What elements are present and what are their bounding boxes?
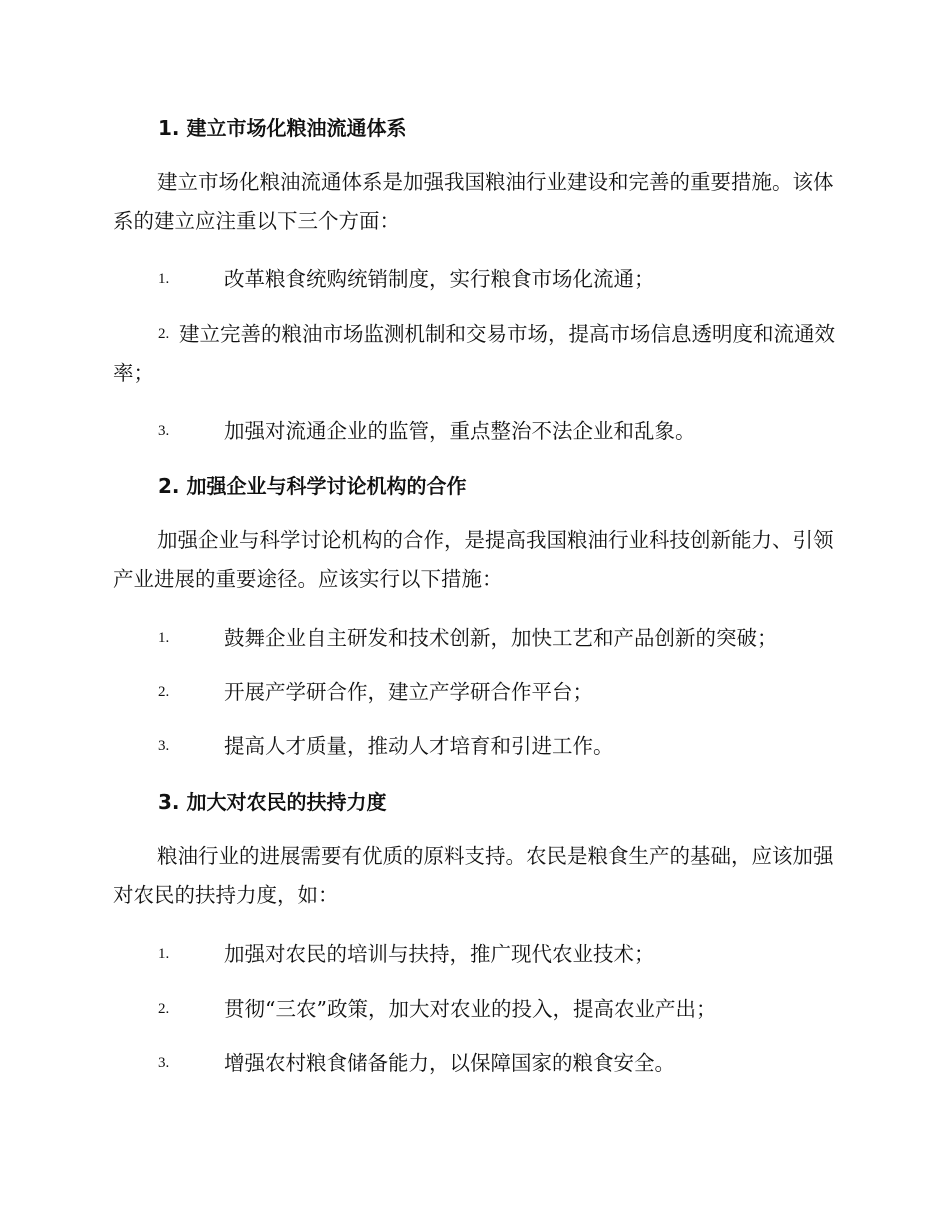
section-3-item-2 — [158, 990, 848, 1029]
list-item-text: 增强农村粮食储备能力，以保障国家的粮食安全。 — [224, 1051, 675, 1075]
list-number: 2. — [158, 684, 170, 700]
list-number: 3. — [158, 738, 170, 754]
section-1-heading: 1. 建立市场化粮油流通体系 — [158, 116, 407, 140]
section-3-item-1 — [158, 935, 848, 974]
list-item-text: 改革粮食统购统销制度，实行粮食市场化流通； — [224, 267, 655, 291]
list-number: 1. — [158, 271, 170, 287]
list-item-text: 鼓舞企业自主研发和技术创新，加快工艺和产品创新的突破； — [224, 626, 778, 650]
section-2-item-1 — [158, 619, 848, 658]
list-item-text: 提高人才质量，推动人才培育和引进工作。 — [224, 734, 614, 758]
section-3-heading: 3. 加大对农民的扶持力度 — [158, 790, 387, 814]
section-2-item-3 — [158, 727, 848, 766]
section-1-item-3 — [158, 412, 848, 451]
list-item-text: 开展产学研合作，建立产学研合作平台； — [224, 680, 593, 704]
section-3-item-3 — [158, 1044, 848, 1083]
list-number: 2. — [158, 1001, 170, 1017]
list-item-text: 贯彻“三农”政策，加大对农业的投入，提高农业产出； — [224, 997, 717, 1021]
list-number: 3. — [158, 1055, 170, 1071]
section-2-item-2 — [158, 673, 848, 712]
section-1-intro: 建立市场化粮油流通体系是加强我国粮油行业建设和完善的重要措施。该体系的建立应注重以下三个方面： — [113, 170, 834, 233]
list-item-text: 加强对流通企业的监管，重点整治不法企业和乱象。 — [224, 419, 696, 443]
list-number: 1. — [158, 630, 170, 646]
list-item-text: 加强对农民的培训与扶持，推广现代农业技术； — [224, 942, 655, 966]
section-1-item-1 — [158, 260, 848, 299]
list-number: 3. — [158, 423, 170, 439]
list-number: 2. — [158, 326, 170, 342]
section-2-intro: 加强企业与科学讨论机构的合作，是提高我国粮油行业科技创新能力、引领产业进展的重要途径。应该实行以下措施： — [113, 528, 834, 591]
list-number: 1. — [158, 946, 170, 962]
section-2-heading: 2. 加强企业与科学讨论机构的合作 — [158, 474, 467, 498]
list-item-text: 建立完善的粮油市场监测机制和交易市场，提高市场信息透明度和流通效率； — [113, 322, 835, 385]
section-3-intro: 粮油行业的进展需要有优质的原料支持。农民是粮食生产的基础，应该加强对农民的扶持力度，如： — [113, 844, 834, 907]
section-1-item-2 — [113, 315, 848, 393]
